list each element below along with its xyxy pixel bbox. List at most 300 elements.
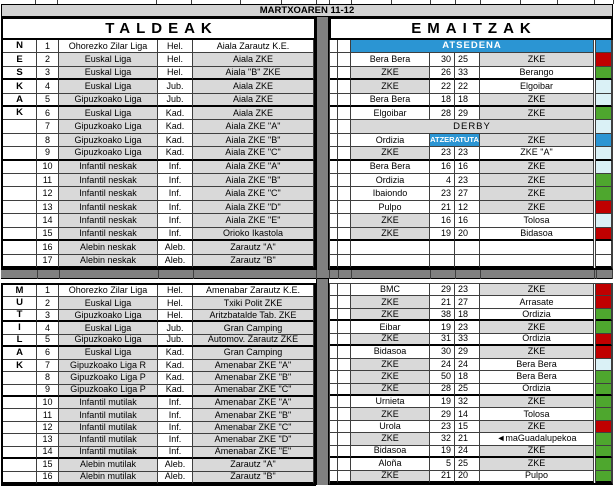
home-score-cell[interactable]: 28 [430,107,455,120]
away-team-cell[interactable]: Ordizia [480,384,594,396]
spacer-cell[interactable] [338,458,351,470]
away-score-cell[interactable]: 24 [455,359,480,371]
category-cell[interactable]: Jub. [158,322,193,334]
league-cell[interactable]: Infantil mutilak [59,422,158,434]
category-cell[interactable]: Hel. [158,40,193,53]
spacer-cell[interactable] [330,446,338,458]
home-score-cell[interactable]: 5 [430,458,455,470]
row-number-cell[interactable]: 7 [37,360,59,372]
status-color-cell[interactable] [596,408,612,420]
spacer-cell[interactable] [338,421,351,433]
team-cell[interactable]: Zarautz "A" [193,459,314,471]
spacer-cell[interactable] [338,384,351,396]
away-team-cell[interactable]: ZKE "A" [480,147,594,160]
row-number-cell[interactable]: 3 [37,67,59,80]
spacer-cell[interactable] [338,174,351,187]
spacer-cell[interactable] [338,321,351,333]
home-score-cell[interactable]: 29 [430,284,455,296]
letter-cell[interactable] [3,187,37,200]
home-team-cell[interactable]: Urola [351,421,430,433]
league-cell[interactable]: Infantil neskak [59,201,158,214]
letter-cell[interactable]: T [3,310,37,322]
league-cell[interactable]: Infantil mutilak [59,409,158,421]
letter-cell[interactable]: L [3,335,37,347]
spacer-cell[interactable] [338,201,351,214]
home-score-cell[interactable]: 30 [430,346,455,358]
away-team-cell[interactable]: Berango [480,67,594,80]
status-color-cell[interactable] [596,228,612,241]
row-number-cell[interactable]: 11 [37,409,59,421]
letter-cell[interactable]: U [3,297,37,309]
spacer-cell[interactable] [330,174,338,187]
spacer-cell[interactable] [338,309,351,321]
category-cell[interactable]: Inf. [158,174,193,187]
team-cell[interactable]: Aiala ZKE "C" [193,147,314,160]
status-color-cell[interactable] [596,187,612,200]
away-score-cell[interactable]: 16 [455,214,480,227]
letter-cell[interactable] [3,397,37,409]
home-team-cell[interactable]: Bidasoa [351,446,430,458]
home-team-cell[interactable]: Bidasoa [351,346,430,358]
home-score-cell[interactable]: 16 [430,161,455,174]
home-score-cell[interactable]: 38 [430,309,455,321]
spacer-cell[interactable] [338,241,351,254]
spacer-cell[interactable] [338,67,351,80]
league-cell[interactable]: Infantil neskak [59,187,158,200]
row-number-cell[interactable]: 3 [37,310,59,322]
row-number-cell[interactable]: 11 [37,174,59,187]
row-number-cell[interactable]: 5 [37,335,59,347]
letter-cell[interactable] [3,241,37,254]
category-cell[interactable]: Inf. [158,161,193,174]
league-cell[interactable]: Gipuzkoako Liga [59,147,158,160]
home-team-cell[interactable]: ZKE [351,408,430,420]
team-cell[interactable]: Gran Camping [193,347,314,359]
letter-cell[interactable] [3,422,37,434]
league-cell[interactable]: Euskal Liga [59,347,158,359]
home-team-cell[interactable]: ZKE [351,296,430,308]
league-cell[interactable]: Gipuzkoako Liga [59,120,158,133]
team-cell[interactable]: Aiala ZKE "B" [193,174,314,187]
league-cell[interactable]: Gipuzkoako Liga P [59,385,158,397]
category-cell[interactable]: Inf. [158,187,193,200]
spacer-cell[interactable] [330,67,338,80]
letter-cell[interactable] [3,409,37,421]
away-score-cell[interactable]: 23 [455,321,480,333]
category-cell[interactable]: Jub. [158,80,193,93]
team-cell[interactable]: Amenabar ZKE "B" [193,409,314,421]
category-cell[interactable]: Inf. [158,228,193,241]
home-score-cell[interactable]: 19 [430,321,455,333]
letter-cell[interactable]: E [3,53,37,66]
away-team-cell[interactable]: ZKE [480,174,594,187]
letter-cell[interactable]: M [3,285,37,297]
spacer-cell[interactable] [330,284,338,296]
away-score-cell[interactable]: 29 [455,346,480,358]
category-cell[interactable]: Jub. [158,94,193,107]
team-cell[interactable]: Aiala ZKE "D" [193,201,314,214]
home-score-cell[interactable]: 30 [430,53,455,66]
home-team-cell[interactable]: Urnieta [351,396,430,408]
league-cell[interactable]: Euskal Liga [59,53,158,66]
away-team-cell[interactable]: ZKE [480,284,594,296]
team-cell[interactable]: Amenabar Zarautz K.E. [193,285,314,297]
spacer-cell[interactable] [330,187,338,200]
team-cell[interactable]: Amenabar ZKE "C" [193,385,314,397]
status-color-cell[interactable] [596,94,612,107]
letter-cell[interactable] [3,472,37,484]
category-cell[interactable]: Kad. [158,347,193,359]
letter-cell[interactable] [3,372,37,384]
taldeak-header-cell[interactable] [1,17,316,40]
status-color-cell[interactable] [596,296,612,308]
spacer-cell[interactable] [338,334,351,346]
row-number-cell[interactable]: 14 [37,447,59,459]
row-number-cell[interactable]: 10 [37,161,59,174]
category-cell[interactable]: Kad. [158,120,193,133]
status-color-cell[interactable] [596,458,612,470]
row-number-cell[interactable]: 9 [37,385,59,397]
category-cell[interactable]: Hel. [158,285,193,297]
team-cell[interactable]: Amenabar ZKE "D" [193,434,314,446]
home-team-cell[interactable] [351,255,430,268]
league-cell[interactable]: Gipuzkoako Liga [59,335,158,347]
away-score-cell[interactable]: 23 [455,174,480,187]
spacer-cell[interactable] [338,296,351,308]
away-score-cell[interactable]: 23 [455,284,480,296]
spacer-cell[interactable] [330,384,338,396]
row-number-cell[interactable]: 8 [37,134,59,147]
category-cell[interactable]: Aleb. [158,241,193,254]
status-color-cell[interactable] [596,147,612,160]
spacer-cell[interactable] [330,228,338,241]
team-cell[interactable]: Aiala ZKE [193,80,314,93]
category-cell[interactable]: Inf. [158,397,193,409]
league-cell[interactable]: Infantil mutilak [59,434,158,446]
break-banner[interactable]: ATSEDENA [351,40,594,53]
status-color-cell[interactable] [596,346,612,358]
row-number-cell[interactable]: 13 [37,434,59,446]
status-color-cell[interactable] [596,214,612,227]
derby-banner[interactable]: DERBY [351,120,594,133]
league-cell[interactable]: Gipuzkoako Liga R [59,360,158,372]
row-number-cell[interactable]: 12 [37,187,59,200]
home-team-cell[interactable]: ZKE [351,384,430,396]
letter-cell[interactable] [3,174,37,187]
spacer-cell[interactable] [330,161,338,174]
spacer-cell[interactable] [338,80,351,93]
league-cell[interactable]: Ohorezko Zilar Liga [59,285,158,297]
away-team-cell[interactable]: ZKE [480,321,594,333]
team-cell[interactable]: Amenabar ZKE "B" [193,372,314,384]
letter-cell[interactable]: K [3,80,37,93]
status-color-cell[interactable] [596,40,612,53]
league-cell[interactable]: Infantil neskak [59,161,158,174]
spacer-cell[interactable] [338,433,351,445]
spacer-cell[interactable] [330,458,338,470]
spacer-cell[interactable] [330,296,338,308]
team-cell[interactable]: Zarautz "A" [193,241,314,254]
row-number-cell[interactable]: 4 [37,80,59,93]
home-team-cell[interactable] [351,241,430,254]
league-cell[interactable]: Infantil mutilak [59,447,158,459]
spacer-cell[interactable] [338,408,351,420]
team-cell[interactable]: Amenabar ZKE "A" [193,360,314,372]
away-team-cell[interactable] [480,241,594,254]
row-number-cell[interactable]: 1 [37,285,59,297]
letter-cell[interactable]: N [3,40,37,53]
letter-cell[interactable] [3,228,37,241]
away-score-cell[interactable]: 29 [455,107,480,120]
status-color-cell[interactable] [596,80,612,93]
away-score-cell[interactable]: 16 [455,161,480,174]
home-score-cell[interactable]: 4 [430,174,455,187]
away-team-cell[interactable]: ZKE [480,446,594,458]
row-number-cell[interactable]: 1 [37,40,59,53]
home-score-cell[interactable]: 26 [430,67,455,80]
category-cell[interactable]: Hel. [158,297,193,309]
away-team-cell[interactable]: ZKE [480,201,594,214]
away-team-cell[interactable]: Tolosa [480,214,594,227]
team-cell[interactable]: Gran Camping [193,322,314,334]
home-score-cell[interactable]: 19 [430,446,455,458]
status-color-cell[interactable] [596,255,612,268]
away-score-cell[interactable]: 25 [455,53,480,66]
away-score-cell[interactable] [455,255,480,268]
team-cell[interactable]: Zarautz "B" [193,255,314,268]
status-color-cell[interactable] [596,359,612,371]
league-cell[interactable]: Gipuzkoako Liga [59,94,158,107]
away-team-cell[interactable]: ◄maGuadalupekoa [480,433,594,445]
home-team-cell[interactable]: ZKE [351,371,430,383]
spacer-cell[interactable] [338,53,351,66]
home-team-cell[interactable]: ZKE [351,147,430,160]
away-team-cell[interactable]: Ordizia [480,334,594,346]
home-score-cell[interactable]: 21 [430,296,455,308]
spacer-cell[interactable] [338,255,351,268]
team-cell[interactable]: Aiala ZKE "A" [193,161,314,174]
away-team-cell[interactable]: Bidasoa [480,228,594,241]
home-score-cell[interactable]: 50 [430,371,455,383]
status-color-cell[interactable] [596,309,612,321]
away-team-cell[interactable]: Tolosa [480,408,594,420]
category-cell[interactable]: Aleb. [158,472,193,484]
away-score-cell[interactable]: 25 [455,384,480,396]
home-team-cell[interactable]: ZKE [351,471,430,483]
row-number-cell[interactable]: 6 [37,347,59,359]
league-cell[interactable]: Infantil mutilak [59,397,158,409]
home-score-cell[interactable]: 23 [430,147,455,160]
letter-cell[interactable] [3,201,37,214]
home-team-cell[interactable]: Ordizia [351,134,430,147]
away-team-cell[interactable]: ZKE [480,458,594,470]
home-score-cell[interactable]: 18 [430,94,455,107]
league-cell[interactable]: Euskal Liga [59,297,158,309]
away-team-cell[interactable]: ZKE [480,396,594,408]
away-score-cell[interactable]: 20 [455,228,480,241]
home-team-cell[interactable]: ZKE [351,80,430,93]
home-team-cell[interactable]: BMC [351,284,430,296]
title-cell[interactable] [1,4,613,17]
spacer-cell[interactable] [330,80,338,93]
team-cell[interactable]: Aiala "B" ZKE [193,67,314,80]
team-cell[interactable]: Orioko Ikastola [193,228,314,241]
away-score-cell[interactable]: 15 [455,421,480,433]
spacer-cell[interactable] [338,187,351,200]
status-color-cell[interactable] [596,201,612,214]
team-cell[interactable]: Zarautz "B" [193,472,314,484]
home-score-cell[interactable] [430,255,455,268]
league-cell[interactable]: Infantil neskak [59,228,158,241]
spacer-cell[interactable] [338,94,351,107]
spacer-cell[interactable] [330,396,338,408]
status-color-cell[interactable] [596,471,612,483]
status-color-cell[interactable] [596,421,612,433]
home-score-cell[interactable]: 32 [430,433,455,445]
status-color-cell[interactable] [596,161,612,174]
spacer-cell[interactable] [338,134,351,147]
status-color-cell[interactable] [596,241,612,254]
letter-cell[interactable] [3,147,37,160]
spacer-cell[interactable] [338,359,351,371]
away-score-cell[interactable]: 24 [455,446,480,458]
home-team-cell[interactable]: ZKE [351,433,430,445]
league-cell[interactable]: Ohorezko Zilar Liga [59,40,158,53]
status-color-cell[interactable] [596,67,612,80]
away-score-cell[interactable]: 27 [455,296,480,308]
away-team-cell[interactable]: Ordizia [480,309,594,321]
spacer-cell[interactable] [338,120,351,133]
home-score-cell[interactable]: 21 [430,471,455,483]
home-team-cell[interactable]: Elgoibar [351,107,430,120]
row-number-cell[interactable]: 4 [37,322,59,334]
home-score-cell[interactable]: 23 [430,421,455,433]
away-score-cell[interactable]: 12 [455,201,480,214]
spacer-cell[interactable] [338,40,351,53]
away-score-cell[interactable]: 18 [455,94,480,107]
letter-cell[interactable]: A [3,94,37,107]
category-cell[interactable]: Aleb. [158,459,193,471]
league-cell[interactable]: Gipuzkoako Liga P [59,372,158,384]
team-cell[interactable]: Automov. Zarautz ZKE [193,335,314,347]
status-color-cell[interactable] [596,396,612,408]
home-score-cell[interactable]: 16 [430,214,455,227]
team-cell[interactable]: Txiki Polit ZKE [193,297,314,309]
spacer-cell[interactable] [338,396,351,408]
letter-cell[interactable]: S [3,67,37,80]
spacer-cell[interactable] [330,371,338,383]
away-score-cell[interactable]: 22 [455,80,480,93]
home-score-cell[interactable]: 22 [430,80,455,93]
letter-cell[interactable] [3,459,37,471]
letter-cell[interactable]: A [3,347,37,359]
row-number-cell[interactable]: 14 [37,214,59,227]
away-score-cell[interactable]: 33 [455,334,480,346]
home-team-cell[interactable]: ZKE [351,334,430,346]
home-team-cell[interactable]: Ibaiondo [351,187,430,200]
letter-cell[interactable] [3,385,37,397]
spacer-cell[interactable] [330,94,338,107]
league-cell[interactable]: Alebin mutilak [59,472,158,484]
league-cell[interactable]: Alebin neskak [59,255,158,268]
letter-cell[interactable] [3,447,37,459]
status-color-cell[interactable] [596,107,612,120]
spacer-cell[interactable] [338,214,351,227]
home-team-cell[interactable]: Eibar [351,321,430,333]
away-team-cell[interactable]: Arrasate [480,296,594,308]
away-score-cell[interactable]: 14 [455,408,480,420]
team-cell[interactable]: Aiala ZKE [193,53,314,66]
row-number-cell[interactable]: 2 [37,53,59,66]
category-cell[interactable]: Hel. [158,67,193,80]
spacer-cell[interactable] [330,214,338,227]
team-cell[interactable]: Amenabar ZKE "E" [193,447,314,459]
spacer-cell[interactable] [330,147,338,160]
row-number-cell[interactable]: 6 [37,107,59,120]
status-color-cell[interactable] [596,120,612,133]
letter-cell[interactable] [3,255,37,268]
status-color-cell[interactable] [596,371,612,383]
spacer-cell[interactable] [330,201,338,214]
row-number-cell[interactable]: 15 [37,459,59,471]
spacer-cell[interactable] [338,161,351,174]
home-score-cell[interactable]: 29 [430,408,455,420]
spacer-cell[interactable] [330,359,338,371]
home-score-cell[interactable]: 21 [430,201,455,214]
row-number-cell[interactable]: 16 [37,472,59,484]
home-score-cell[interactable]: 31 [430,334,455,346]
spacer-cell[interactable] [338,446,351,458]
letter-cell[interactable] [3,120,37,133]
spacer-cell[interactable] [338,346,351,358]
home-team-cell[interactable]: ZKE [351,228,430,241]
spacer-cell[interactable] [338,228,351,241]
status-color-cell[interactable] [596,384,612,396]
status-color-cell[interactable] [596,134,612,147]
row-number-cell[interactable]: 2 [37,297,59,309]
team-cell[interactable]: Aiala ZKE "E" [193,214,314,227]
home-team-cell[interactable]: ZKE [351,359,430,371]
spacer-cell[interactable] [330,40,338,53]
away-team-cell[interactable]: ZKE [480,346,594,358]
away-score-cell[interactable] [455,241,480,254]
spacer-cell[interactable] [330,321,338,333]
away-team-cell[interactable]: Bera Bera [480,371,594,383]
away-team-cell[interactable]: Bera Bera [480,359,594,371]
away-score-cell[interactable]: 23 [455,147,480,160]
spacer-cell[interactable] [330,421,338,433]
category-cell[interactable]: Hel. [158,53,193,66]
category-cell[interactable]: Kad. [158,385,193,397]
team-cell[interactable]: Aiala ZKE [193,94,314,107]
status-color-cell[interactable] [596,174,612,187]
spacer-cell[interactable] [330,433,338,445]
team-cell[interactable]: Aritzbatalde Tab. ZKE [193,310,314,322]
home-team-cell[interactable]: Bera Bera [351,94,430,107]
row-number-cell[interactable]: 16 [37,241,59,254]
spacer-cell[interactable] [330,309,338,321]
row-number-cell[interactable]: 8 [37,372,59,384]
spacer-cell[interactable] [338,371,351,383]
team-cell[interactable]: Aiala ZKE [193,107,314,120]
away-score-cell[interactable]: 18 [455,309,480,321]
home-score-cell[interactable]: 23 [430,187,455,200]
league-cell[interactable]: Euskal Liga [59,67,158,80]
home-score-cell[interactable]: 19 [430,396,455,408]
category-cell[interactable]: Inf. [158,434,193,446]
row-number-cell[interactable]: 17 [37,255,59,268]
home-team-cell[interactable]: Ordizia [351,174,430,187]
